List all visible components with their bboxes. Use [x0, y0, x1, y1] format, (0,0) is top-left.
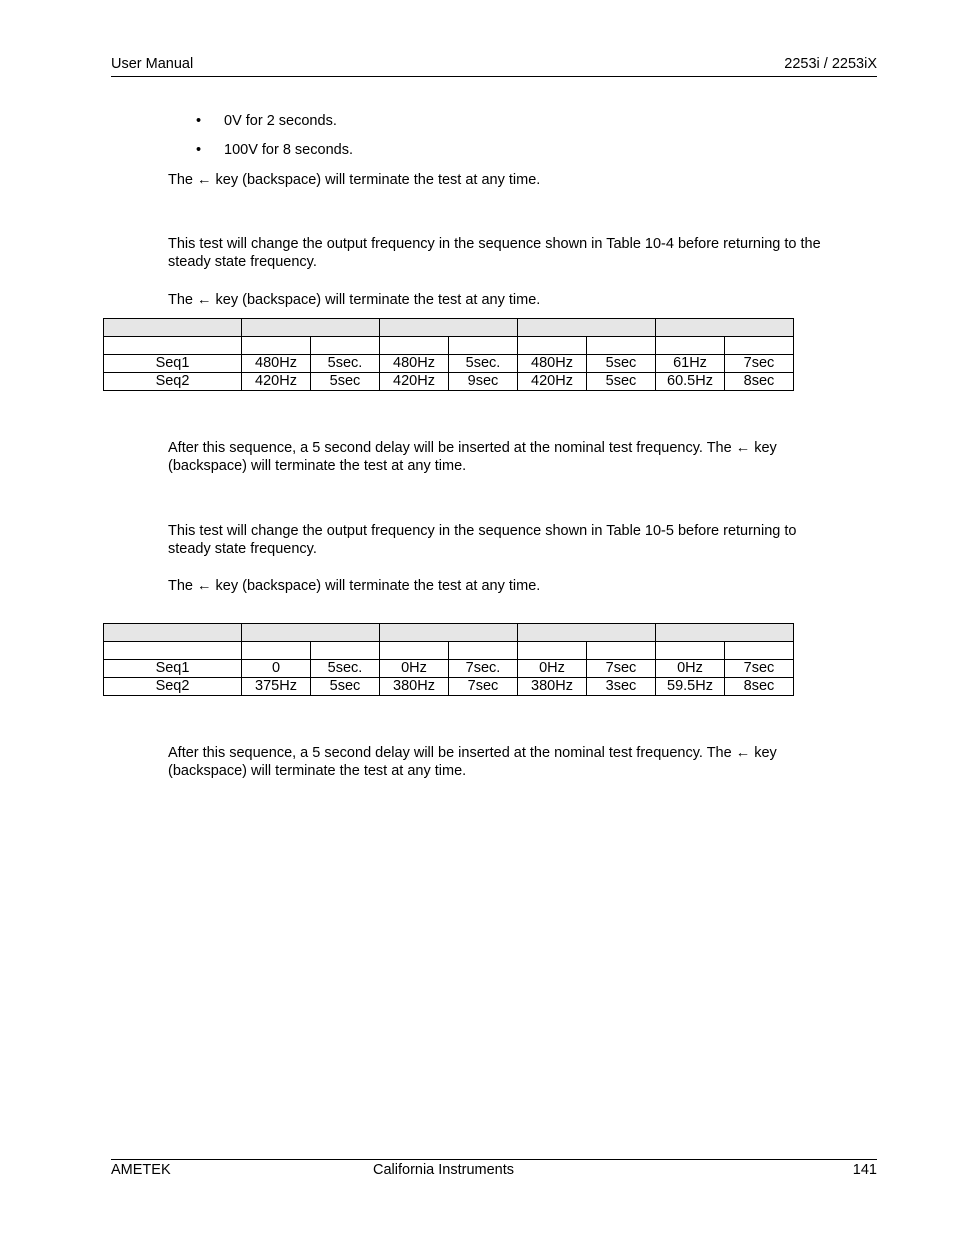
table-cell — [656, 319, 794, 337]
table-cell: 7sec — [725, 660, 794, 678]
table-cell: 7sec — [587, 660, 656, 678]
header-model: 2253i / 2253iX — [784, 56, 877, 72]
table-cell — [104, 642, 242, 660]
table-cell — [725, 337, 794, 355]
table-cell: 420Hz — [242, 373, 311, 391]
table-cell: 5sec — [311, 373, 380, 391]
table-cell — [104, 624, 242, 642]
table-cell — [449, 337, 518, 355]
footer-company: AMETEK — [111, 1162, 171, 1178]
table-cell: 5sec — [311, 678, 380, 696]
page-footer — [111, 1159, 877, 1182]
table-cell: 480Hz — [518, 355, 587, 373]
table-cell: 0Hz — [380, 660, 449, 678]
frequency-sequence-table-1 — [103, 318, 794, 391]
table-cell — [380, 337, 449, 355]
table-cell — [104, 319, 242, 337]
table-cell — [656, 337, 725, 355]
table-cell — [311, 642, 380, 660]
table-cell — [380, 319, 518, 337]
section1-intro-line1: This test will change the output frequency in the sequence shown in Table 10-4 before returning to the — [168, 236, 821, 252]
table-cell: Seq1 — [104, 660, 242, 678]
table-cell: 8sec — [725, 678, 794, 696]
table-cell — [380, 624, 518, 642]
table-subheader-row — [104, 337, 794, 355]
table-cell: 380Hz — [380, 678, 449, 696]
table-cell — [587, 642, 656, 660]
table-cell: 5sec — [587, 373, 656, 391]
table-cell — [587, 337, 656, 355]
table-cell: 5sec. — [449, 355, 518, 373]
table-cell — [104, 337, 242, 355]
table-cell — [380, 642, 449, 660]
section2-after-line1: After this sequence, a 5 second delay will be inserted at the nominal test frequency. The ← key — [168, 745, 777, 761]
bullet-text: 0V for 2 seconds. — [224, 113, 337, 129]
table-cell: 0 — [242, 660, 311, 678]
table-cell: 8sec — [725, 373, 794, 391]
table-cell: 420Hz — [518, 373, 587, 391]
section1-after-line1: After this sequence, a 5 second delay will be inserted at the nominal test frequency. The ← key — [168, 440, 777, 456]
table-cell — [449, 642, 518, 660]
table-cell: Seq2 — [104, 678, 242, 696]
frequency-sequence-table-2 — [103, 623, 794, 696]
page-header — [111, 56, 877, 77]
table-cell: 7sec. — [449, 660, 518, 678]
page-number: 141 — [852, 1162, 877, 1178]
table-cell — [518, 642, 587, 660]
table-cell: 380Hz — [518, 678, 587, 696]
table-header-row — [104, 624, 794, 642]
table-cell: 5sec. — [311, 355, 380, 373]
table-cell: 9sec — [449, 373, 518, 391]
table-cell — [656, 642, 725, 660]
table-row — [104, 660, 794, 678]
table-cell — [518, 624, 656, 642]
table-cell — [242, 319, 380, 337]
bullet-text: 100V for 8 seconds. — [224, 142, 353, 158]
table-cell: 3sec — [587, 678, 656, 696]
section2-note: The ← key (backspace) will terminate the test at any time. — [168, 578, 541, 594]
table-cell: 420Hz — [380, 373, 449, 391]
table-cell: 61Hz — [656, 355, 725, 373]
section2-intro-line2: steady state frequency. — [168, 541, 317, 557]
table-cell — [656, 624, 794, 642]
section2-intro-line1: This test will change the output frequency in the sequence shown in Table 10-5 before returning to — [168, 523, 797, 539]
table-cell: 60.5Hz — [656, 373, 725, 391]
table-cell — [725, 642, 794, 660]
table-cell: 375Hz — [242, 678, 311, 696]
section2-after-line2: (backspace) will terminate the test at any time. — [168, 763, 467, 779]
table-cell: 0Hz — [656, 660, 725, 678]
table-cell: 7sec — [725, 355, 794, 373]
table-cell — [518, 319, 656, 337]
table-cell — [242, 642, 311, 660]
table-cell: 480Hz — [242, 355, 311, 373]
section1-note: The ← key (backspace) will terminate the test at any time. — [168, 292, 541, 308]
backspace-note: The ← key (backspace) will terminate the test at any time. — [168, 172, 541, 188]
table-cell: 5sec — [587, 355, 656, 373]
table-cell — [242, 624, 380, 642]
table-cell — [518, 337, 587, 355]
table-cell — [311, 337, 380, 355]
header-manual-title: User Manual — [111, 56, 194, 72]
table-row — [104, 373, 794, 391]
table-cell — [242, 337, 311, 355]
table-cell: Seq2 — [104, 373, 242, 391]
section1-after-line2: (backspace) will terminate the test at any time. — [168, 458, 467, 474]
table-row — [104, 355, 794, 373]
table-cell: 59.5Hz — [656, 678, 725, 696]
table-header-row — [104, 319, 794, 337]
table-cell: 5sec. — [311, 660, 380, 678]
table-cell: 480Hz — [380, 355, 449, 373]
table-cell: Seq1 — [104, 355, 242, 373]
table-subheader-row — [104, 642, 794, 660]
table-cell: 7sec — [449, 678, 518, 696]
bullet-dot-icon: • — [196, 113, 202, 129]
table-cell: 0Hz — [518, 660, 587, 678]
table-row — [104, 678, 794, 696]
section1-intro-line2: steady state frequency. — [168, 254, 317, 270]
bullet-dot-icon: • — [196, 142, 202, 158]
footer-division: California Instruments — [373, 1162, 515, 1178]
